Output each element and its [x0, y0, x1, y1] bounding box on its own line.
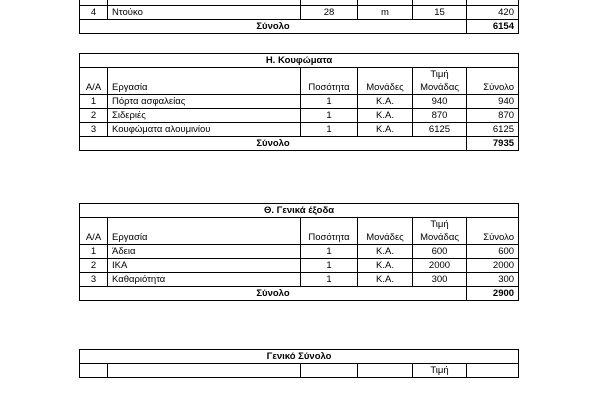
- row-task: Σιδεριές: [108, 109, 301, 123]
- row-total: 2000: [467, 259, 519, 273]
- row-num: 2: [80, 259, 108, 273]
- header-unit: Μονάδες: [358, 68, 413, 95]
- sum-value: 6154: [467, 20, 519, 34]
- header-price-line1: Τιμή: [430, 69, 449, 80]
- header-num: Α/Α: [80, 68, 108, 95]
- header-price-line2: Μονάδας: [420, 232, 459, 243]
- sum-label: Σύνολο: [80, 137, 467, 151]
- row-task: Καθαριότητα: [108, 273, 301, 287]
- header-row: [80, 364, 519, 378]
- row-unit: Κ.Α.: [358, 245, 413, 259]
- row-qty: 1: [301, 273, 358, 287]
- row-total: 420: [467, 6, 519, 20]
- sum-row: [80, 287, 519, 301]
- row-unit: m: [358, 6, 413, 20]
- row-num: 4: [80, 6, 108, 20]
- table-title-row: [80, 204, 519, 218]
- table-title-row: [80, 54, 519, 68]
- row-price: 600: [413, 245, 467, 259]
- row-qty: 28: [301, 6, 358, 20]
- sum-value: 7935: [467, 137, 519, 151]
- header-price-line1: Τιμή: [430, 219, 449, 230]
- sum-row: [80, 137, 519, 151]
- header-unit-empty: [358, 364, 413, 378]
- header-total: Σύνολο: [467, 68, 519, 95]
- table-row: [80, 259, 519, 273]
- row-price: 15: [413, 6, 467, 20]
- header-row: [80, 68, 519, 95]
- sum-label: Σύνολο: [80, 20, 467, 34]
- row-qty: 1: [301, 123, 358, 137]
- header-num-empty: [80, 364, 108, 378]
- row-num: 2: [80, 109, 108, 123]
- header-price: [413, 364, 467, 378]
- row-qty: 1: [301, 109, 358, 123]
- row-total: 870: [467, 109, 519, 123]
- table-title: Η. Κουφώματα: [80, 54, 519, 68]
- table-row: [80, 245, 519, 259]
- header-qty: Ποσότητα: [301, 68, 358, 95]
- header-price-line2: Μονάδας: [420, 82, 459, 93]
- row-task: Κουφώματα αλουμινίου: [108, 123, 301, 137]
- row-num: 3: [80, 123, 108, 137]
- row-num: 1: [80, 95, 108, 109]
- row-task: Άδεια: [108, 245, 301, 259]
- header-unit: Μονάδες: [358, 218, 413, 245]
- row-unit: Κ.Α.: [358, 109, 413, 123]
- row-qty: 1: [301, 259, 358, 273]
- table-windows: [79, 53, 519, 151]
- header-task-empty: [108, 364, 301, 378]
- row-qty: 1: [301, 95, 358, 109]
- table-row: [80, 123, 519, 137]
- row-total: 940: [467, 95, 519, 109]
- header-qty: Ποσότητα: [301, 218, 358, 245]
- row-price: 2000: [413, 259, 467, 273]
- row-total: 6125: [467, 123, 519, 137]
- row-unit: Κ.Α.: [358, 95, 413, 109]
- row-num: 3: [80, 273, 108, 287]
- header-price: [413, 68, 467, 95]
- table-grand-total: [79, 349, 519, 378]
- row-total: 600: [467, 245, 519, 259]
- table-title: Γενικό Σύνολο: [80, 350, 519, 364]
- header-total: Σύνολο: [467, 218, 519, 245]
- table-title-row: [80, 350, 519, 364]
- row-num: 1: [80, 245, 108, 259]
- table-title: Θ. Γενικά έξοδα: [80, 204, 519, 218]
- sum-value: 2900: [467, 287, 519, 301]
- sum-row: [80, 20, 519, 34]
- sum-label: Σύνολο: [80, 287, 467, 301]
- table-row: [80, 109, 519, 123]
- header-num: Α/Α: [80, 218, 108, 245]
- row-price: 6125: [413, 123, 467, 137]
- row-price: 300: [413, 273, 467, 287]
- table-partial: [79, 0, 519, 34]
- row-task: Πόρτα ασφαλείας: [108, 95, 301, 109]
- row-price: 870: [413, 109, 467, 123]
- header-task: Εργασία: [108, 68, 301, 95]
- row-task: ΙΚΑ: [108, 259, 301, 273]
- header-total-empty: [467, 364, 519, 378]
- table-row: [80, 6, 519, 20]
- header-qty-empty: [301, 364, 358, 378]
- row-unit: Κ.Α.: [358, 123, 413, 137]
- row-qty: 1: [301, 245, 358, 259]
- table-general-expenses: [79, 203, 519, 301]
- row-task: Ντούκο: [108, 6, 301, 20]
- header-row: [80, 218, 519, 245]
- table-row: [80, 273, 519, 287]
- header-price: [413, 218, 467, 245]
- row-unit: Κ.Α.: [358, 259, 413, 273]
- row-unit: Κ.Α.: [358, 273, 413, 287]
- header-price-line1: Τιμή: [430, 365, 449, 376]
- row-total: 300: [467, 273, 519, 287]
- table-row: [80, 95, 519, 109]
- row-price: 940: [413, 95, 467, 109]
- header-task: Εργασία: [108, 218, 301, 245]
